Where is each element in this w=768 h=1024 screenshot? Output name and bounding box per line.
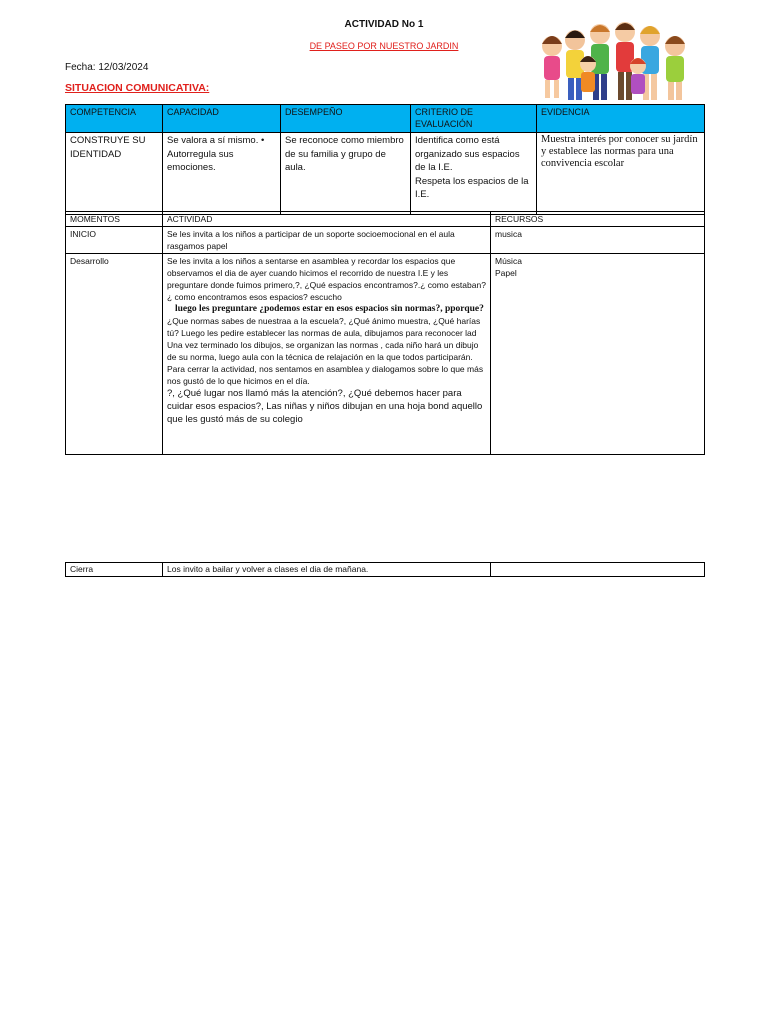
recurso-musica: Música <box>495 256 522 266</box>
cell-capacidad: Se valora a sí mismo. • Autorregula sus emociones. <box>163 133 281 215</box>
cierre-actividad: Los invito a bailar y volver a clases el dia de mañana. <box>163 563 491 577</box>
child-figure <box>665 36 685 100</box>
inicio-actividad: Se les invita a los niños a participar de un soporte socioemocional en el aula rasgamos papel <box>163 227 491 254</box>
children-group-illustration <box>530 16 695 108</box>
desarrollo-question-bold: luego les preguntare ¿podemos estar en esos espacios sin normas?, pporque? <box>175 304 484 314</box>
moments-header-row <box>66 212 705 227</box>
competency-header-row <box>66 105 705 133</box>
inicio-row <box>66 227 705 254</box>
header-competencia: COMPETENCIA <box>66 105 163 133</box>
desarrollo-actividad <box>163 254 491 455</box>
desarrollo-text-2: ¿Que normas sabes de nuestraa a la escuela?, ¿Qué ánimo muestra, ¿Qué harías tú? Luego les pedire establecer las normas de aula, dibujamos para reconocer lad Una vez terminado los dibujos, se organizan las normas , cada niño hará un dibujo de su norma, luego aula con la técnica de relajación en la que todos participarán. Para cerrar la actividad, nos sentamos en asamblea y dialogamos sobre lo que más nos gustó de lo que hicimos en el día. <box>167 316 484 386</box>
competency-row <box>66 133 705 215</box>
recurso-papel: Papel <box>495 268 517 278</box>
header-desempeno: DESEMPEÑO <box>281 105 411 133</box>
cell-desempeno: Se reconoce como miembro de su familia y grupo de aula. <box>281 133 411 215</box>
child-figure <box>542 36 562 98</box>
child-figure <box>630 58 646 94</box>
moments-table <box>65 211 705 455</box>
cierre-recursos <box>491 563 705 577</box>
header-momentos: MOMENTOS <box>66 212 163 227</box>
desarrollo-recursos <box>491 254 705 455</box>
cell-competencia: CONSTRUYE SU IDENTIDAD <box>66 133 163 215</box>
cell-criterio <box>411 133 537 215</box>
header-recursos: RECURSOS <box>491 212 705 227</box>
header-actividad: ACTIVIDAD <box>163 212 491 227</box>
competency-table <box>65 104 705 215</box>
cell-evidencia: Muestra interés por conocer su jardín y establece las normas para una convivencia escolar <box>537 133 705 215</box>
activity-title: ACTIVIDAD No 1 <box>344 19 424 30</box>
header-criterio: CRITERIO DE EVALUACIÓN <box>411 105 537 133</box>
criterio-line-1: Identifica como está organizado sus espacios de la I.E. <box>415 135 520 173</box>
header-capacidad: CAPACIDAD <box>163 105 281 133</box>
activity-subtitle: DE PASEO POR NUESTRO JARDIN <box>309 41 459 51</box>
cierre-label: Cierra <box>66 563 163 577</box>
header-evidencia: EVIDENCIA <box>537 105 705 133</box>
child-figure <box>580 56 596 92</box>
closing-table <box>65 562 705 577</box>
desarrollo-label: Desarrollo <box>66 254 163 455</box>
desarrollo-text-1: Se les invita a los niños a sentarse en asamblea y recordar los espacios que observamos el dia de ayer cuando hicimos el recorrido de nuestra I.E y les preguntare donde fuimos primero,?, ¿Qué espacios encontramos?.¿ como estaban?¿ como encontramos esos espacios? escucho <box>167 256 486 302</box>
criterio-line-2: Respeta los espacios de la I.E. <box>415 175 529 200</box>
desarrollo-text-3: ?, ¿Qué lugar nos llamó más la atención?, ¿Qué debemos hacer para cuidar esos espacios?, Las niñas y niños dibujan en una hoja bond aquello que les gustó más de su colegio <box>167 388 483 425</box>
inicio-label: INICIO <box>66 227 163 254</box>
situacion-comunicativa-heading: SITUACION COMUNICATIVA: <box>65 82 210 94</box>
date-label: Fecha: 12/03/2024 <box>65 62 149 73</box>
cierre-row <box>66 563 705 577</box>
inicio-recursos: musica <box>491 227 705 254</box>
desarrollo-row <box>66 254 705 455</box>
